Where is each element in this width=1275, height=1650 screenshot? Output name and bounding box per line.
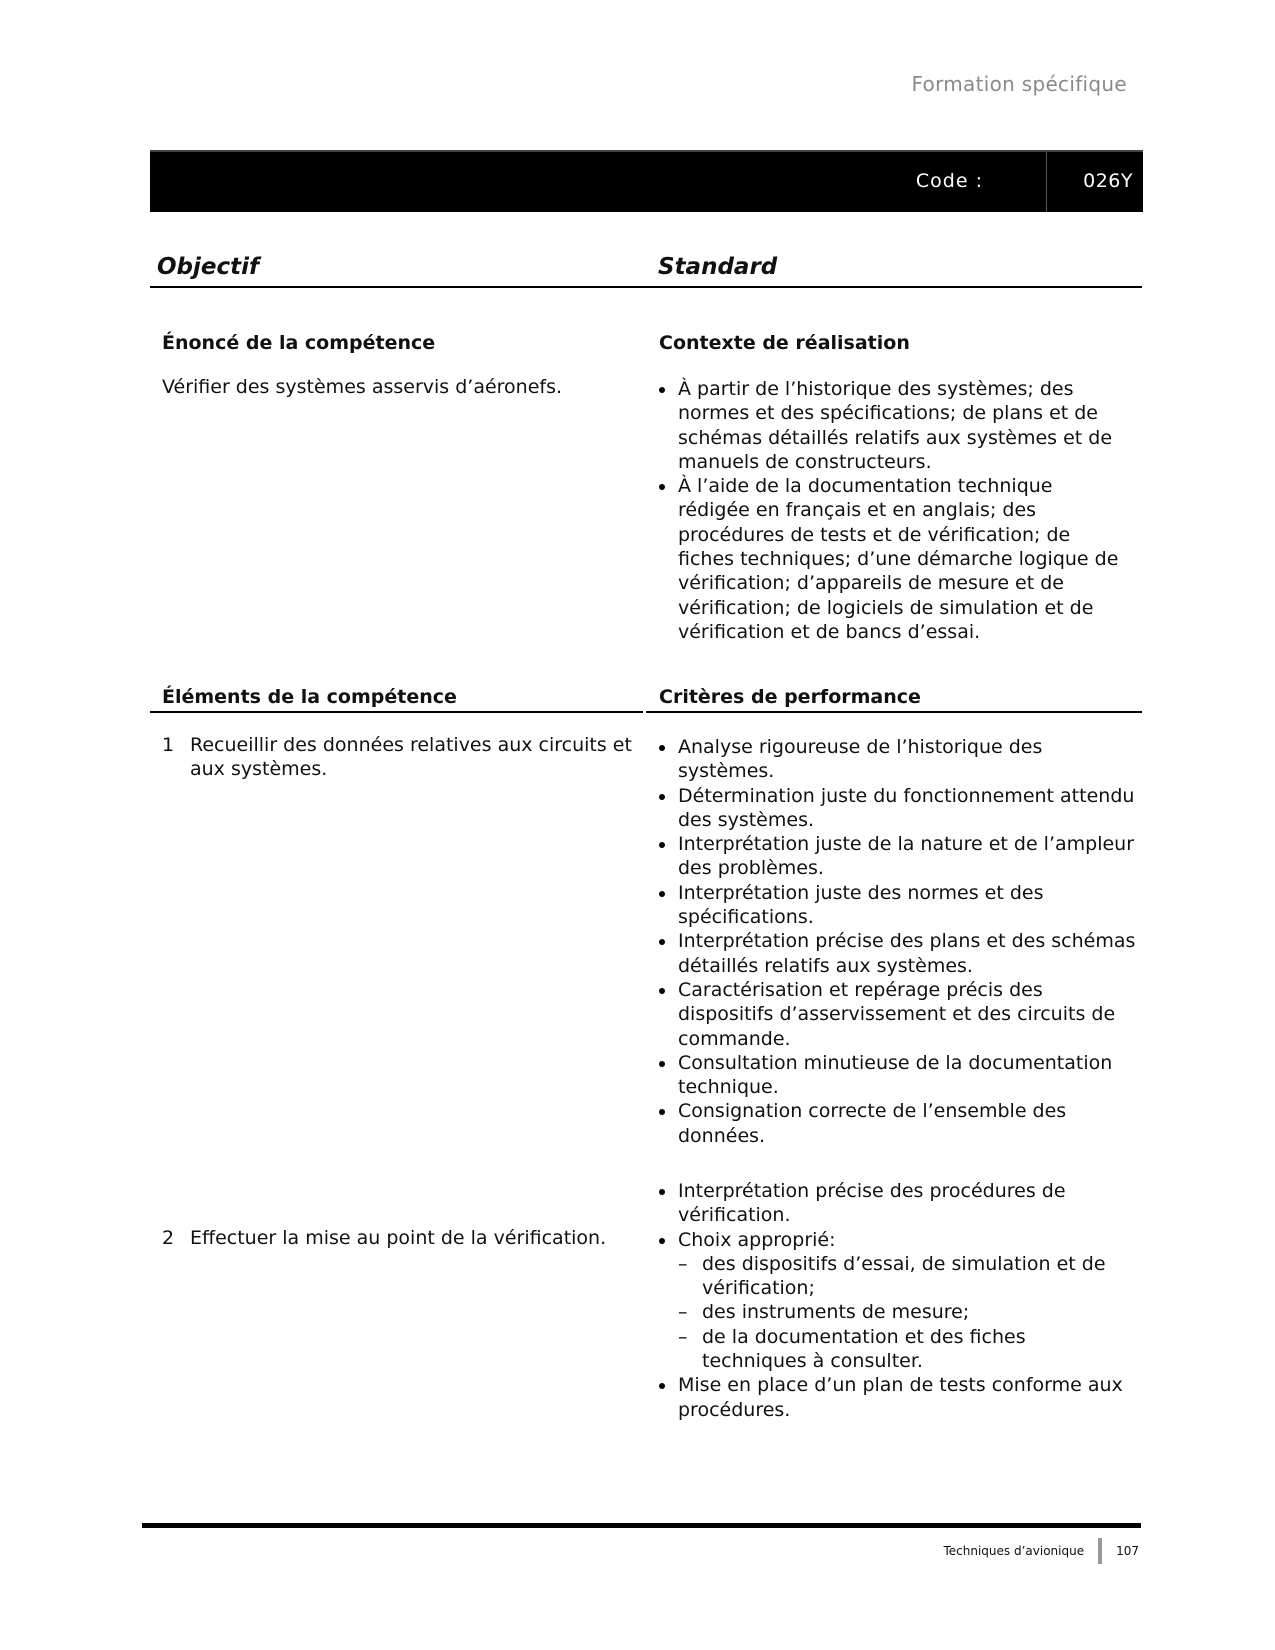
enonce-text: Vérifier des systèmes asservis d’aéronefs.: [162, 376, 563, 398]
footer-separator: [1098, 1538, 1102, 1564]
footer: [943, 1538, 1139, 1564]
column-heading-objectif: Objectif: [157, 254, 260, 280]
list-item: Caractérisation et repérage précis des dispositifs d’asservissement et des circuits de commande.: [656, 978, 1136, 1051]
contexte-heading: Contexte de réalisation: [659, 332, 910, 354]
list-item-text: Choix approprié:: [678, 1228, 836, 1251]
elements-heading: Éléments de la compétence: [162, 686, 457, 708]
sub-list: [678, 1252, 1136, 1373]
element-item-2: [162, 1226, 652, 1250]
list-item: Interprétation juste de la nature et de l’ampleur des problèmes.: [656, 832, 1136, 881]
criteres-list-1: [656, 735, 1136, 1148]
sub-list-item: – de la documentation et des fiches techniques à consulter.: [678, 1325, 1136, 1374]
list-item: Interprétation précise des procédures de vérification.: [656, 1179, 1136, 1228]
enonce-heading: Énoncé de la compétence: [162, 332, 436, 354]
list-item: Consultation minutieuse de la documentation technique.: [656, 1051, 1136, 1100]
list-item: Mise en place d’un plan de tests conforme aux procédures.: [656, 1373, 1136, 1422]
contexte-list: [656, 377, 1126, 644]
criteres-list-2: [656, 1179, 1136, 1422]
footer-title: Techniques d’avionique: [943, 1544, 1085, 1558]
element-number: 1: [162, 734, 175, 756]
list-item: À l’aide de la documentation technique rédigée en français et en anglais; des procédures de tests et de vérification; de fiches techniques; d’une démarche logique de vérification; d’appareils de mesure et de vérification; de logiciels de simulation et de vérification et de bancs d’essai.: [656, 474, 1126, 644]
code-separator: [1046, 152, 1047, 212]
code-value: 026Y: [1083, 170, 1133, 192]
column-heading-standard: Standard: [658, 254, 778, 280]
code-label: Code :: [915, 170, 983, 192]
list-item: Interprétation juste des normes et des spécifications.: [656, 881, 1136, 930]
element-item-1: [162, 733, 652, 782]
running-header: Formation spécifique: [911, 72, 1127, 96]
list-item: [656, 1228, 1136, 1374]
list-item: Consignation correcte de l’ensemble des données.: [656, 1099, 1136, 1148]
element-number: 2: [162, 1226, 175, 1249]
list-item: Détermination juste du fonctionnement attendu des systèmes.: [656, 784, 1136, 833]
elements-rule: [150, 711, 643, 713]
sub-list-item: – des dispositifs d’essai, de simulation et de vérification;: [678, 1252, 1136, 1301]
code-bar: [150, 150, 1143, 212]
element-text: Recueillir des données relatives aux circuits et aux systèmes.: [190, 734, 632, 781]
sub-list-item: – des instruments de mesure;: [678, 1300, 1136, 1324]
criteres-rule: [646, 711, 1142, 713]
list-item: À partir de l’historique des systèmes; des normes et des spécifications; de plans et de schémas détaillés relatifs aux systèmes et de manuels de constructeurs.: [656, 377, 1126, 474]
heading-rule: [150, 286, 1142, 288]
list-item: Interprétation précise des plans et des schémas détaillés relatifs aux systèmes.: [656, 929, 1136, 978]
page-number: 107: [1116, 1544, 1139, 1558]
footer-rule: [142, 1523, 1141, 1528]
element-text: Effectuer la mise au point de la vérification.: [190, 1226, 607, 1249]
criteres-heading: Critères de performance: [659, 686, 921, 708]
list-item: Analyse rigoureuse de l’historique des systèmes.: [656, 735, 1136, 784]
